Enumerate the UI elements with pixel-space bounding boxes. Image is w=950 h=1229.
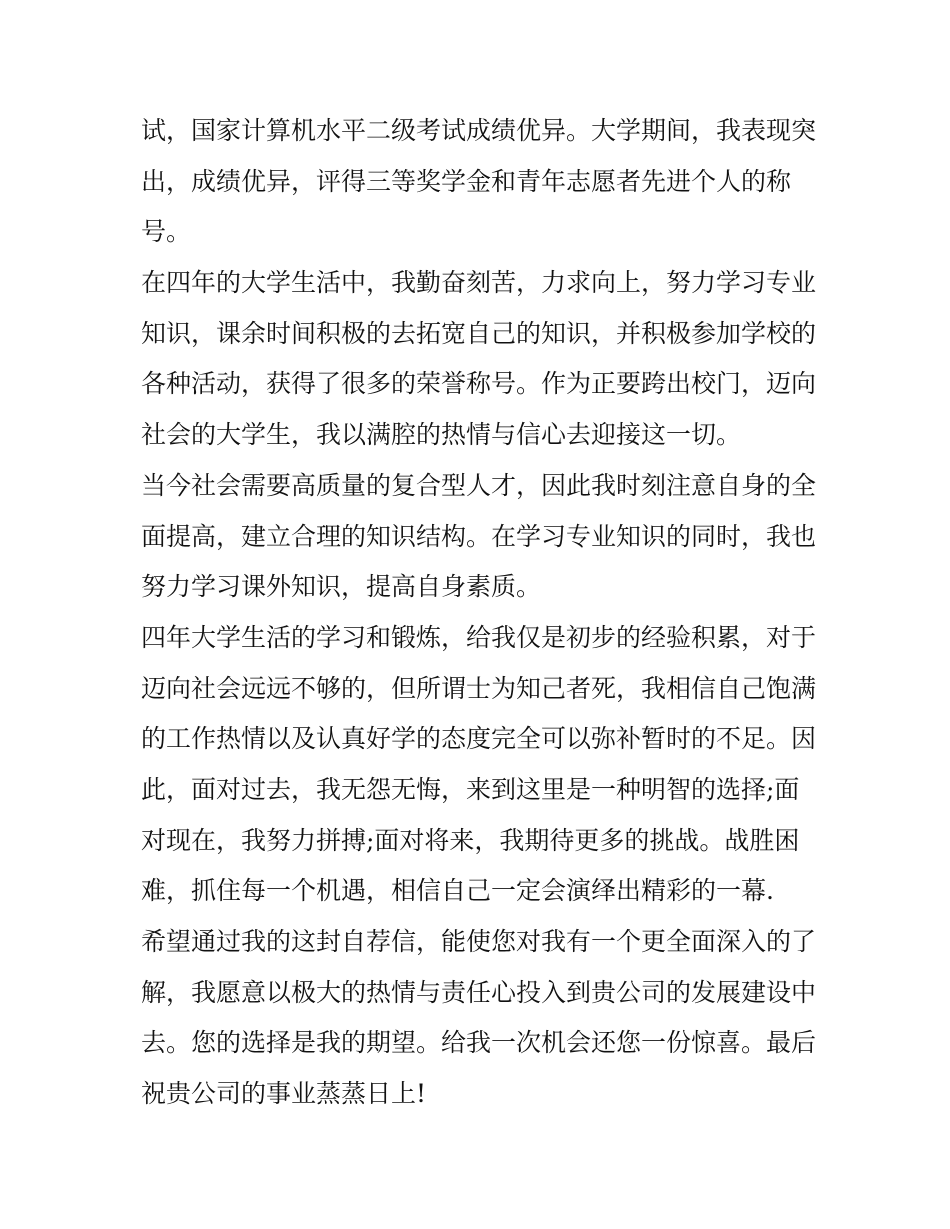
- text-line: 知识，课余时间积极的去拓宽自己的知识，并积极参加学校的: [141, 318, 817, 348]
- text-line: 解，我愿意以极大的热情与责任心投入到贵公司的发展建设中: [141, 977, 817, 1007]
- paragraph-3: [141, 461, 817, 613]
- text-line: 社会的大学生，我以满腔的热情与信心去迎接这一切。: [141, 420, 742, 450]
- text-line: 希望通过我的这封自荐信，能使您对我有一个更全面深入的了: [141, 927, 817, 956]
- text-line: 的工作热情以及认真好学的态度完全可以弥补暂时的不足。因: [141, 724, 817, 754]
- paragraph-5: [141, 917, 817, 1120]
- text-line: 出，成绩优异，评得三等奖学金和青年志愿者先进个人的称: [141, 166, 792, 196]
- text-line: 祝贵公司的事业蒸蒸日上!: [141, 1079, 427, 1109]
- text-line: 四年大学生活的学习和锻炼，给我仅是初步的经验积累，对于: [141, 622, 817, 652]
- text-line: 各种活动，获得了很多的荣誉称号。作为正要跨出校门，迈向: [141, 369, 817, 399]
- text-line: 在四年的大学生活中，我勤奋刻苦，力求向上，努力学习专业: [141, 268, 817, 298]
- text-line: 对现在，我努力拼搏;面对将来，我期待更多的挑战。战胜困: [141, 825, 800, 855]
- text-line: 面提高，建立合理的知识结构。在学习专业知识的同时，我也: [141, 521, 817, 551]
- text-line: 此，面对过去，我无怨无悔，来到这里是一种明智的选择;面: [141, 774, 800, 804]
- text-line: 试，国家计算机水平二级考试成绩优异。大学期间，我表现突: [141, 116, 817, 145]
- paragraph-1: [141, 106, 817, 258]
- text-line: 迈向社会远远不够的，但所谓士为知己者死，我相信自己饱满: [141, 673, 817, 703]
- text-line: 难，抓住每一个机遇，相信自己一定会演绎出精彩的一幕.: [141, 876, 774, 906]
- text-line: 去。您的选择是我的期望。给我一次机会还您一份惊喜。最后: [141, 1028, 817, 1058]
- text-line: 当今社会需要高质量的复合型人才，因此我时刻注意自身的全: [141, 470, 817, 500]
- paragraph-4: [141, 613, 817, 917]
- text-line: 努力学习课外知识，提高自身素质。: [141, 572, 542, 602]
- paragraph-2: [141, 258, 817, 461]
- text-line: 号。: [141, 217, 192, 247]
- letter-body: [141, 106, 817, 1120]
